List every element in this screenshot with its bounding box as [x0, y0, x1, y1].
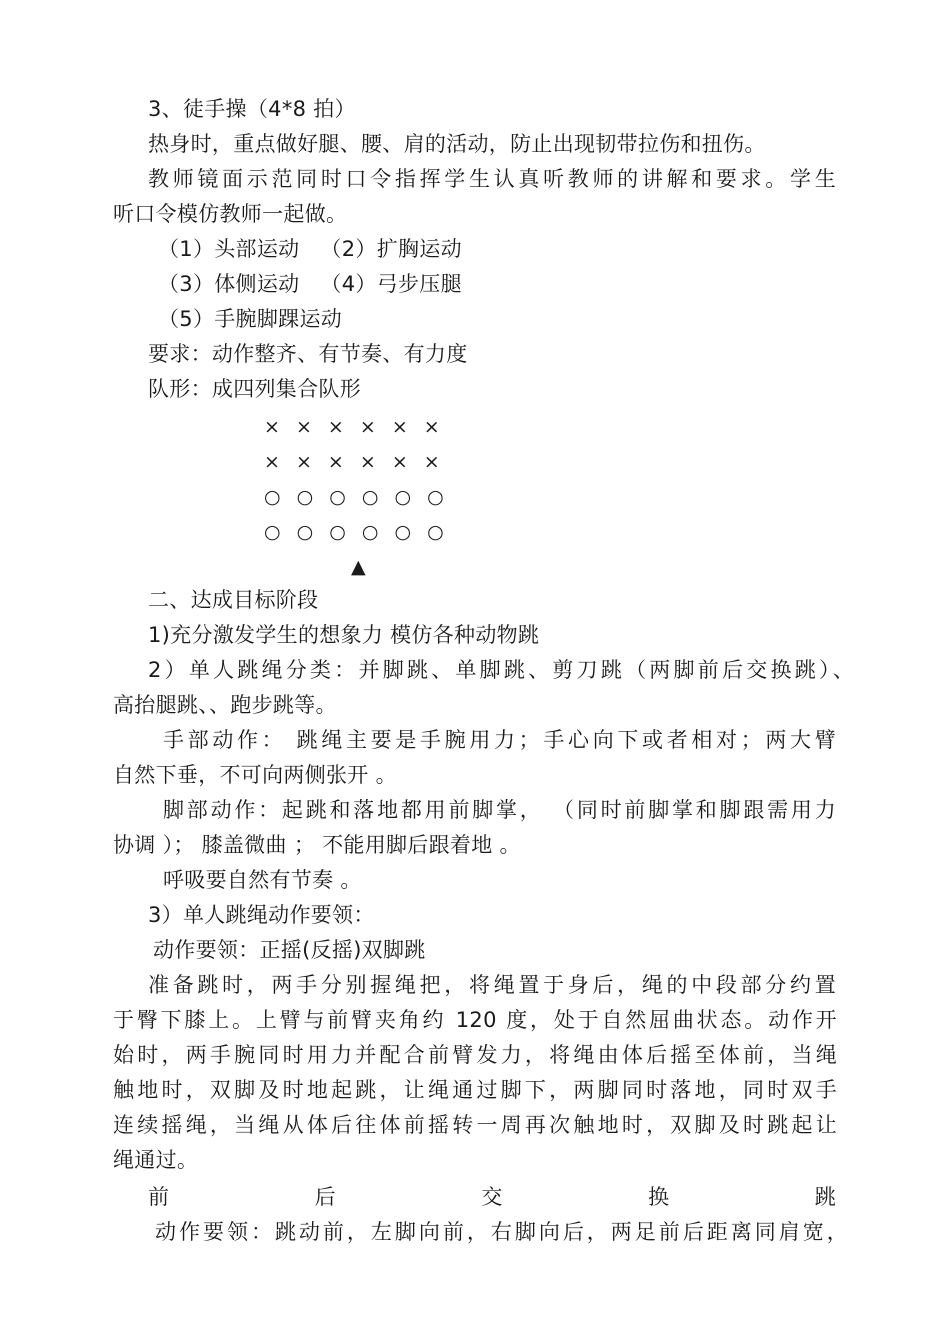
paragraph-line: 2）单人跳绳分类：并脚跳、单脚跳、剪刀跳（两脚前后交换跳）、	[148, 658, 854, 682]
paragraph-line: 于臀下膝上。上臂与前臂夹角约 120 度，处于自然屈曲状态。动作开	[113, 1008, 837, 1032]
heading-char: 换	[648, 1185, 670, 1209]
section-heading: 二、达成目标阶段	[148, 588, 319, 612]
paragraph-line: 始时，两手腕同时用力并配合前臂发力，将绳由体后摇至体前，当绳	[113, 1043, 837, 1067]
paragraph-line: 自然下垂，不可向两侧张开 。	[113, 763, 397, 787]
formation-row-circles: ○ ○ ○ ○ ○ ○	[264, 486, 446, 508]
paragraph-line: 手部动作： 跳绳主要是手腕用力；手心向下或者相对；两大臂	[163, 728, 836, 752]
paragraph-line: 要求：动作整齐、有节奏、有力度	[148, 342, 468, 366]
paragraph-line: 3）单人跳绳动作要领：	[148, 903, 375, 927]
teacher-position-triangle: ▲	[351, 556, 366, 578]
list-item: （1）头部运动 （2）扩胸运动	[158, 237, 462, 261]
list-item: （3）体侧运动 （4）弓步压腿	[158, 272, 462, 296]
spread-heading-jump	[148, 1180, 836, 1215]
paragraph-line: 连续摇绳，当绳从体后往体前摇转一周再次触地时，双脚及时跳起让	[113, 1113, 837, 1137]
paragraph-line: 动作要领：正摇(反摇)双脚跳	[153, 938, 426, 962]
paragraph-line: 触地时，双脚及时地起跳，让绳通过脚下，两脚同时落地，同时双手	[113, 1078, 837, 1102]
paragraph-line: 热身时，重点做好腿、腰、肩的活动，防止出现韧带拉伤和扭伤。	[148, 132, 766, 156]
paragraph-line: 队形：成四列集合队形	[148, 377, 361, 401]
paragraph-line: 绳通过。	[113, 1148, 199, 1172]
paragraph-line: 教师镜面示范同时口令指挥学生认真听教师的讲解和要求。学生	[148, 167, 836, 191]
formation-row-crosses: × × × × × ×	[264, 416, 442, 438]
paragraph-line: 脚部动作：起跳和落地都用前脚掌， （同时前脚掌和脚跟需用力	[163, 798, 836, 822]
paragraph-line: 准备跳时，两手分别握绳把，将绳置于身后，绳的中段部分约置	[148, 973, 836, 997]
paragraph-line: 动作要领：跳动前，左脚向前，右脚向后，两足前后距离同肩宽，	[155, 1220, 848, 1244]
paragraph-line: 协调 ）； 膝盖微曲 ； 不能用脚后跟着地 。	[113, 833, 521, 857]
paragraph-line: 1)充分激发学生的想象力 模仿各种动物跳	[148, 623, 540, 647]
heading-char: 跳	[814, 1185, 836, 1209]
heading-char: 后	[314, 1185, 336, 1209]
formation-row-circles: ○ ○ ○ ○ ○ ○	[264, 521, 446, 543]
formation-row-crosses: × × × × × ×	[264, 451, 442, 473]
paragraph-line: 高抬腿跳、、跑步跳等。	[113, 693, 337, 717]
section-title-freehand-exercise: 3、徒手操（4*8 拍）	[148, 97, 356, 121]
heading-char: 前	[148, 1185, 170, 1209]
paragraph-line: 听口令模仿教师一起做。	[113, 202, 348, 226]
paragraph-line: 呼吸要自然有节奏 。	[163, 868, 362, 892]
heading-char: 交	[481, 1185, 503, 1209]
list-item: （5）手腕脚踝运动	[158, 307, 343, 331]
